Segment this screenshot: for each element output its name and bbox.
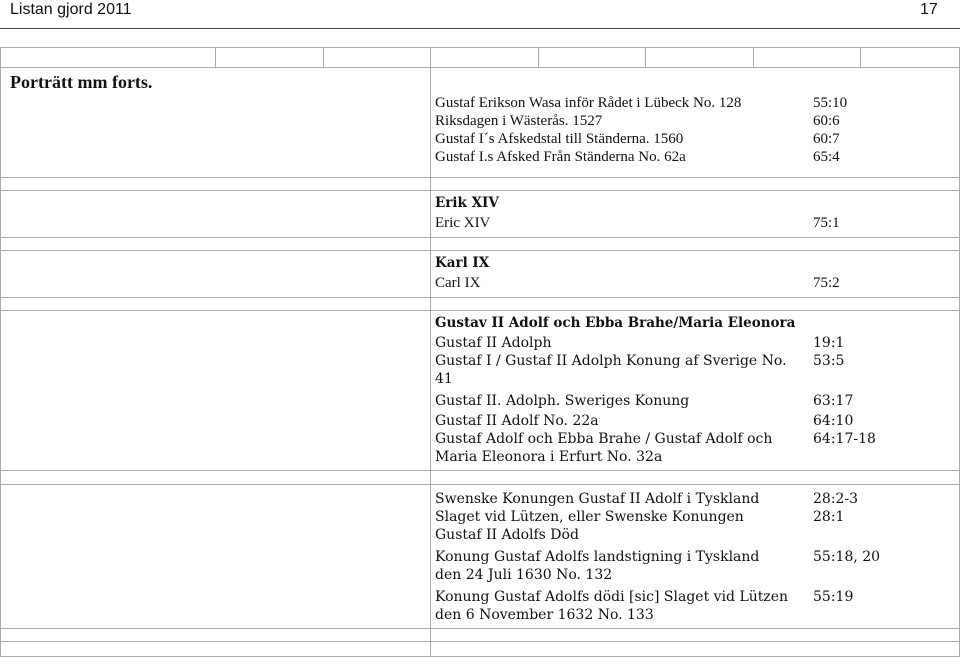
row-line xyxy=(0,250,960,251)
row-line xyxy=(0,297,960,298)
column-divider xyxy=(645,47,646,67)
entry-title: Gustaf I / Gustaf II Adolph Konung af Sverige No. 41 xyxy=(435,353,787,387)
section-heading: Porträtt mm forts. xyxy=(10,72,153,92)
row-line xyxy=(0,310,960,311)
entry-number: 53:5 xyxy=(813,353,845,369)
page-number: 17 xyxy=(920,1,938,18)
entry-number: 28:1 xyxy=(813,509,845,525)
entry-title: Riksdagen i Wästerås. 1527 xyxy=(435,113,603,129)
entry-title: Konung Gustaf Adolfs dödi [sic] Slaget vid Lützen den 6 November 1632 No. 133 xyxy=(435,589,789,623)
entry-title: Swenske Konungen Gustaf II Adolf i Tyskland xyxy=(435,491,760,507)
column-divider xyxy=(753,47,754,67)
entry-number: 19:1 xyxy=(813,335,845,351)
entry-title: Konung Gustaf Adolfs landstigning i Tyskland den 24 Juli 1630 No. 132 xyxy=(435,549,760,583)
row-line xyxy=(0,641,960,642)
column-divider xyxy=(860,47,861,67)
row-line xyxy=(0,47,960,48)
entry-title: Slaget vid Lützen, eller Swenske Konungen Gustaf II Adolfs Död xyxy=(435,509,744,543)
group-heading: Gustav II Adolf och Ebba Brahe/Maria Eleonora xyxy=(435,315,796,331)
entry-title: Gustaf Adolf och Ebba Brahe / Gustaf Adolf och Maria Eleonora i Erfurt No. 32a xyxy=(435,431,773,465)
column-divider xyxy=(538,47,539,67)
group-heading: Karl IX xyxy=(435,255,490,271)
row-line xyxy=(0,628,960,629)
entry-number: 63:17 xyxy=(813,393,854,409)
row-line xyxy=(0,177,960,178)
header-rule xyxy=(0,28,960,29)
entry-title: Gustaf II Adolf No. 22a xyxy=(435,413,599,429)
entry-title: Carl IX xyxy=(435,275,481,291)
row-line xyxy=(0,67,960,68)
entry-title: Gustaf I´s Afskedstal till Ständerna. 1560 xyxy=(435,131,684,147)
entry-number: 55:18, 20 xyxy=(813,549,881,565)
entry-number: 28:2-3 xyxy=(813,491,859,507)
entry-number: 65:4 xyxy=(813,149,840,165)
entry-number: 60:7 xyxy=(813,131,840,147)
entry-number: 64:17-18 xyxy=(813,431,876,447)
table-border-bottom xyxy=(0,656,960,657)
entry-title: Eric XIV xyxy=(435,215,491,231)
entry-title: Gustaf I.s Afsked Från Ständerna No. 62a xyxy=(435,149,686,165)
row-line xyxy=(0,470,960,471)
table-border-left xyxy=(0,47,1,657)
entry-number: 75:1 xyxy=(813,215,840,231)
catalog-table xyxy=(0,47,960,657)
column-divider-main xyxy=(430,47,431,657)
row-line xyxy=(0,237,960,238)
entry-number: 64:10 xyxy=(813,413,854,429)
group-heading: Erik XIV xyxy=(435,195,499,211)
entry-number: 55:19 xyxy=(813,589,854,605)
entry-title: Gustaf II Adolph xyxy=(435,335,552,351)
entry-title: Gustaf Erikson Wasa inför Rådet i Lübeck No. 128 xyxy=(435,95,742,111)
column-divider xyxy=(215,47,216,67)
column-divider xyxy=(323,47,324,67)
row-line xyxy=(0,484,960,485)
entry-title: Gustaf II. Adolph. Sweriges Konung xyxy=(435,393,690,409)
entry-number: 60:6 xyxy=(813,113,840,129)
entry-number: 75:2 xyxy=(813,275,840,291)
document-header-title: Listan gjord 2011 xyxy=(10,1,132,18)
entry-number: 55:10 xyxy=(813,95,848,111)
row-line xyxy=(0,190,960,191)
